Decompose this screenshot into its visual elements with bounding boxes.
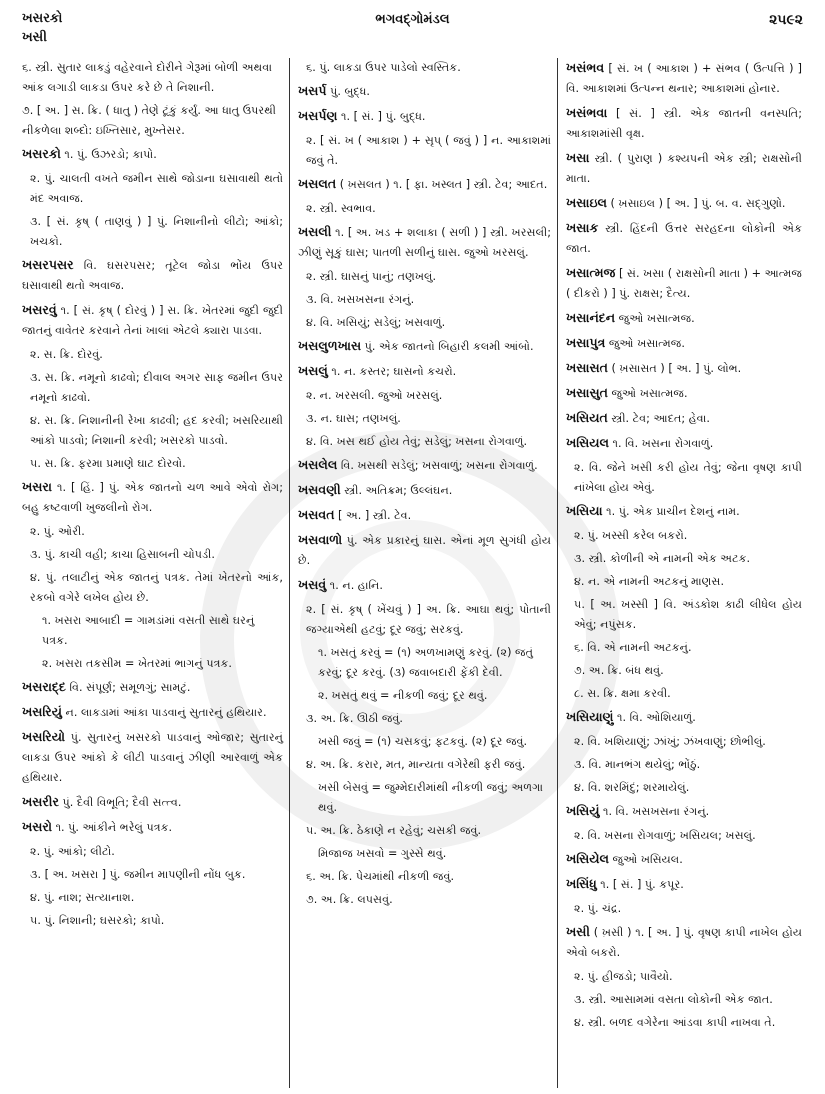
definition-text: વિ. ઘસરપસર; તૂટેલ જોડા ભોંય ઉપર ઘસાવાથી થતો અવાજ. [22, 259, 283, 292]
definition-text: ૧. પું. આંકીને ભરેલું પત્રક. [55, 821, 173, 834]
sense-line [298, 755, 551, 775]
sense-line [298, 199, 551, 219]
definition-text: ૩. [ અ. ખસરા ] પું. જમીન માપણીની નોંધ બુક. [30, 868, 246, 881]
headword: ખસાત્મજ [566, 265, 616, 280]
dictionary-entry [566, 263, 802, 304]
sense-line [22, 888, 283, 908]
dictionary-entry [566, 58, 802, 99]
definition-text: જુઓ ખસાત્મજ. [611, 387, 688, 400]
definition-text: ૩. પું. કાચી વહી; કાચા હિસાબની ચોપડી. [30, 548, 215, 561]
definition-text: ૧. ન. હાનિ. [329, 579, 383, 592]
dictionary-entry [566, 193, 802, 214]
definition-text: ૫. સ. ક્રિ. ફરમા પ્રમાણે ઘાટ દોરવો. [30, 457, 186, 470]
definition-text: ( ખ઼સાઇલ ) [ અ. ] પું. બ. વ. સદ્ગુણો. [610, 197, 786, 210]
definition-text: ૨. સ્ત્રી. ઘાસનું પાનું; તણખલું. [306, 270, 437, 283]
definition-text: ૪. અ. ક્રિ. કરાર, મત, માન્યતા વગેરેથી ફરી જવું. [306, 758, 526, 771]
sense-line [298, 821, 551, 841]
sense-line [22, 368, 283, 408]
sense-line [566, 826, 802, 846]
dictionary-entry [298, 106, 551, 127]
headword: ખસરા [22, 479, 52, 494]
definition-text: ૪. પું. નાશ; સત્યાનાશ. [30, 891, 135, 904]
dictionary-entry [566, 383, 802, 404]
definition-text: ૪. વિ. ખસ થઈ હોય તેવું; સડેલું; ખસના રોગવાળું. [306, 435, 528, 448]
sense-line [566, 1013, 802, 1033]
headword: ખસરવું [22, 302, 57, 317]
definition-text: વિ. ખસથી સડેલું; ખસવાળું; ખસના રોગવાળું. [340, 459, 538, 472]
book-title: ભગવદ્ગોમંડલ [375, 12, 450, 27]
definition-text: ૭. અ. ક્રિ. લપસવું. [306, 893, 393, 906]
dictionary-entry [566, 707, 802, 728]
headword: ખસવાળો [298, 532, 343, 547]
idiom-line [298, 732, 551, 752]
definition-text: ૩. સ. ક્રિ. નમૂનો કાઢવો; દીવાલ અગર સાફ જમીન ઉપર નમૂનો કાઢવો. [30, 371, 283, 404]
definition-text: ૪. સ્ત્રી. બળદ વગેરેના આંડવા કાપી નાખવા તે. [574, 1016, 776, 1029]
headword: ખસરો [22, 819, 52, 834]
dictionary-entry [566, 218, 802, 259]
sense-line [566, 638, 802, 658]
definition-text: જુઓ ખસાત્મજ. [608, 337, 685, 350]
dictionary-entry [298, 530, 551, 571]
dictionary-entry [298, 505, 551, 526]
sense-line [298, 600, 551, 640]
sense-line [566, 755, 802, 775]
definition-text: [ અ. ] સ્ત્રી. ટેવ. [338, 509, 412, 522]
sense-line [566, 526, 802, 546]
dictionary-entry [22, 677, 283, 698]
definition-text: ૨. પું. ઓરી. [30, 525, 85, 538]
headword: ખસરાદ્દ [22, 679, 66, 694]
headword: ખસિયેલ [566, 851, 609, 866]
headword: ખસલુળખાસ [298, 338, 362, 353]
dictionary-entry [566, 801, 802, 822]
sense-line [566, 572, 802, 592]
dictionary-entry [22, 255, 283, 296]
sense-line [566, 549, 802, 569]
definition-text: ૭. [ અ. ] સ. ક્રિ. ( ધાતુ ) તેણે ટૂંકું કર્યું. આ ધાતુ ઉપરથી નીકળેલા શબ્દો: ઇખ્તિસાર, મુખ્તેસર. [22, 104, 276, 137]
guide-word-first: ખસરકો [22, 11, 63, 26]
sense-line [566, 595, 802, 635]
sense-line [566, 458, 802, 498]
headword: ખસલત [298, 176, 337, 191]
dictionary-entry [298, 222, 551, 263]
definition-text: ( ખ઼સલત ) ૧. [ ફા. ખસ્લત ] સ્ત્રી. ટેવ; આદત. [339, 178, 548, 191]
headword: ખસર્પ [298, 83, 327, 98]
dictionary-entry [566, 874, 802, 895]
dictionary-entry [298, 174, 551, 195]
definition-text: ૧. પું. ઉઝરડો; કાપો. [64, 148, 157, 161]
definition-text: સ્ત્રી. હિંદની ઉત્તર સરહદના લોકોની એક જાત. [566, 222, 803, 255]
dictionary-entry [566, 148, 802, 189]
sense-line [298, 267, 551, 287]
definition-text: ૧. વિ. ખસના રોગવાળું. [612, 437, 714, 450]
definition-text: જુઓ ખસિયલ. [612, 853, 683, 866]
headword: ખસિયલ [566, 435, 609, 450]
dictionary-entry [298, 361, 551, 382]
dictionary-entry [22, 144, 283, 165]
definition-text: ૫. [ અ. ખસ્સી ] વિ. અંડકોશ કાઢી લીધેલ હોય એવું; નપુંસક. [574, 598, 802, 631]
sense-line [566, 661, 802, 681]
definition-text: સ્ત્રી. ટેવ; આદત; હેવા. [611, 412, 710, 425]
headword: ખસિંધુ [566, 876, 597, 891]
definition-text: ૪. સ. ક્રિ. નિશાનીની રેખા કાઢવી; હદ કરવી; ખસરિયાથી આંકો પાડવો; નિશાની કરવી; ખસરકો પાડવો. [30, 414, 283, 447]
sense-line [566, 684, 802, 704]
definition-text: ૨. [ સં. ખ ( આકાશ ) + સૃપ્ ( જવું ) ] ન. આકાશમાં જવું તે. [306, 134, 551, 167]
headword: ખસલી [298, 224, 332, 239]
dictionary-entry [566, 333, 802, 354]
definition-text: ૪. ન. એ નામની અટકનું માણસ. [574, 575, 725, 588]
sense-line [22, 169, 283, 209]
headword: ખસી [566, 924, 590, 939]
definition-text: ૧. ન. કસ્તર; ઘાસનો કચરો. [331, 365, 457, 378]
sense-line [566, 778, 802, 798]
sense-line [566, 967, 802, 987]
dictionary-entry [298, 336, 551, 357]
definition-text: ખસી જવું = (૧) ચસકવું; ફટકવું. (૨) દૂર જવું. [318, 735, 528, 748]
definition-text: ૨. પું. આંકો; લીટો. [30, 845, 115, 858]
column-1 [22, 58, 290, 1088]
definition-text: ૨. ખસરા તકસીમ = ખેતરમાં ભાગનું પત્રક. [42, 657, 232, 670]
dictionary-entry [298, 480, 551, 501]
sense-line [298, 709, 551, 729]
dictionary-entry [22, 300, 283, 341]
definition-text: ૨. ન. ખરસલી. જુઓ ખરસલું. [306, 389, 443, 402]
page-number: ૨૫૯૨ [769, 12, 803, 28]
definition-text: ખસી બેસવું = જુમ્મેદારીમાંથી નીકળી જવું; અળગા થવું. [318, 781, 543, 814]
definition-text: ૪. વિ. શરમિંદું; શરમાયેલું. [574, 781, 690, 794]
definition-text: ૬. વિ. એ નામની અટકનું. [574, 641, 692, 654]
definition-text: પું. સુતારનું ખસરકો પાડવાનું ઓજાર; સુતારનું લાકડા ઉપર આંકો કે લીટી પાડવાનું ઝીણી આરવાળું એક હથિયાર. [22, 731, 283, 784]
dictionary-entry [22, 817, 283, 838]
sense-line [298, 313, 551, 333]
sense-line [22, 411, 283, 451]
definition-text: ૨. સ્ત્રી. સ્વભાવ. [306, 202, 376, 215]
definition-text: ૨. વિ. ખશિયાણું; ઝાંખું; ઝંખવાણું; છોભીલું. [574, 735, 766, 748]
definition-text: ૩. વિ. ખસખસના રંગનું. [306, 293, 415, 306]
definition-text: ૩. ન. ઘાસ; તણખલું. [306, 412, 401, 425]
definition-text: ૩. વિ. માનભંગ થયેલું; ભોંઠું. [574, 758, 701, 771]
headword: ખસવત [298, 507, 335, 522]
definition-text: ન. લાકડામાં આંકા પાડવાનું સુતારનું હથિયાર. [65, 706, 267, 719]
dictionary-entry [566, 408, 802, 429]
definition-text: ૨. ખસતું થવું = નીકળી જવું; દૂર થવું. [318, 689, 488, 702]
sense-line [298, 890, 551, 910]
sense-line [566, 899, 802, 919]
definition-text: સ્ત્રી. ( પુરાણ ) કશ્યપની એક સ્ત્રી; રાક્ષસોની માતા. [566, 152, 802, 185]
definition-text: ૫. પું. નિશાની; ઘસરકો; કાપો. [30, 914, 165, 927]
sense-line [298, 386, 551, 406]
definition-text: ૨. સ. ક્રિ. દોરવું. [30, 348, 103, 361]
headword: ખસલું [298, 363, 328, 378]
headword: ખસવણી [298, 482, 341, 497]
dictionary-entry [22, 702, 283, 723]
sense-line [22, 212, 283, 252]
headword: ખસર્પણ [298, 108, 338, 123]
headword: ખસાપુત્ર [566, 335, 606, 350]
dictionary-entry [298, 455, 551, 476]
dictionary-entry [22, 792, 283, 813]
definition-text: ૫. અ. ક્રિ. ઠેકાણે ન રહેવું; ચસકી જવું. [306, 824, 482, 837]
sense-line [298, 58, 551, 78]
headword: ખસરકો [22, 146, 61, 161]
definition-text: પું. બુદ્ધ. [330, 85, 370, 98]
headword: ખસા [566, 150, 590, 165]
definition-text: વિ. સંપૂર્ણ; સમૂળગું; સામટું. [69, 681, 191, 694]
headword: ખસાઇલ [566, 195, 607, 210]
definition-text: ૩. સ્ત્રી. કોળીની એ નામની એક અટક. [574, 552, 751, 565]
headword: ખસાનંદન [566, 310, 616, 325]
sense-line [298, 432, 551, 452]
dictionary-entry [566, 103, 802, 144]
definition-text: ૬. સ્ત્રી. સુતાર લાકડું વહેરવાને દોરીને ગેરૂમાં બોળી અથવા આંક લગાડી લાકડા ઉપર કરે છે તે નિશાની. [22, 61, 272, 94]
definition-text: પું. એક જાતનો બિહારી કલમી આંબો. [364, 340, 534, 353]
definition-text: પું. દૈવી વિભૂતિ; દૈવી સત્ત્વ. [62, 796, 182, 809]
sense-line [22, 58, 283, 98]
definition-text: ૪. પું. તલાટીનું એક જાતનું પત્રક. તેમાં ખેતરનો આંક, રકબો વગેરે લખેલ હોય છે. [30, 571, 283, 604]
sense-line [22, 911, 283, 931]
dictionary-entry [566, 501, 802, 522]
idiom-line [298, 686, 551, 706]
dictionary-entry [566, 433, 802, 454]
column-2 [290, 58, 558, 1088]
definition-text: ૨. પું. હીજડો; પાવૈયો. [574, 970, 673, 983]
dictionary-entry [566, 922, 802, 963]
headword: ખસરિયો [22, 729, 66, 744]
dictionary-entry [298, 81, 551, 102]
dictionary-entry [298, 575, 551, 596]
definition-text: ૨. પું. ખસ્સી કરેલ બકરો. [574, 529, 688, 542]
dictionary-columns [22, 58, 808, 1088]
sense-line [298, 867, 551, 887]
dictionary-entry [566, 358, 802, 379]
sense-line [298, 131, 551, 171]
sense-line [22, 522, 283, 542]
idiom-line [298, 643, 551, 683]
sense-line [22, 101, 283, 141]
idiom-line [298, 844, 551, 864]
headword: ખસરપસર [22, 257, 74, 272]
definition-text: ૧. ખસરા આબાદી = ગામડાંમાં વસતી સાથે ઘરનું પત્રક. [42, 614, 255, 647]
definition-text: [ સં. ] સ્ત્રી. એક જાતની વનસ્પતિ; આકાશમાંસી વૃક્ષ. [566, 107, 802, 140]
definition-text: ૭. અ. ક્રિ. બંધ થવું. [574, 664, 664, 677]
definition-text: ૨. વિ. ખસના રોગવાળું; ખસિયલ; ખસલું. [574, 829, 756, 842]
idiom-line [22, 611, 283, 651]
definition-text: ૩. [ સં. કૃષ્ ( તાણવું ) ] પું. નિશાનીનો લીટો; આંકો; ખચકો. [30, 215, 283, 248]
guide-word-last: ખસી [22, 30, 47, 45]
definition-text: [ સં. ખસા ( રાક્ષસોની માતા ) + આત્મજ ( દીકરો ) ] પું. રાક્ષસ; દૈત્ય. [566, 267, 802, 300]
definition-text: ૨. વિ. જેને ખસી કરી હોય તેવું; જેના વૃષણ કાપી નાંખેલા હોય એવું. [574, 461, 802, 494]
definition-text: ૨. પું. ચંદ્ર. [574, 902, 622, 915]
sense-line [22, 345, 283, 365]
sense-line [298, 409, 551, 429]
definition-text: ૩. સ્ત્રી. આસામમાં વસતા લોકોની એક જાત. [574, 993, 773, 1006]
idiom-line [298, 778, 551, 818]
definition-text: ૪. વિ. ખસિયું; સડેલું; ખસવાળું. [306, 316, 446, 329]
definition-text: ૧. [ સં. ] પું. બુદ્ધ. [340, 110, 426, 123]
sense-line [566, 990, 802, 1010]
idiom-line [22, 654, 283, 674]
sense-line [22, 568, 283, 608]
dictionary-entry [22, 727, 283, 788]
definition-text: ૮. સ. ક્રિ. ક્ષમા કરવી. [574, 687, 671, 700]
dictionary-entry [566, 849, 802, 870]
sense-line [22, 865, 283, 885]
page-header [0, 0, 825, 56]
definition-text: ( ખ઼સી ) ૧. [ અ. ] પું. વૃષણ કાપી નાખેલ હોય એવો બકરો. [566, 926, 802, 959]
headword: ખસિયત [566, 410, 608, 425]
definition-text: ૧. [ અ. ખડ + શલાકા ( સળી ) ] સ્ત્રી. ખરસલી; ઝીણું સૂકું ઘાસ; પાતળી સળીનું ઘાસ. જુઓ ખરસલું. [298, 226, 551, 259]
headword: ખસાસુત [566, 385, 608, 400]
headword: ખસંભવા [566, 105, 608, 120]
column-3 [558, 58, 808, 1088]
headword: ખસાક [566, 220, 599, 235]
headword: ખસવું [298, 577, 327, 592]
sense-line [298, 290, 551, 310]
definition-text: ૨. [ સં. કૃષ્ ( ખેંચવું ) ] અ. ક્રિ. આઘા થવું; પોતાની જગ્યાએથી હટવું; દૂર જવું; સરકવું. [306, 603, 551, 636]
definition-text: ૨. પું. ચાલતી વખતે જમીન સાથે જોડાના ઘસાવાથી થતો મંદ અવાજ. [30, 172, 283, 205]
headword: ખસિયાણું [566, 709, 614, 724]
definition-text: સ્ત્રી. અતિક્રમ; ઉલ્લંઘન. [344, 484, 453, 497]
definition-text: ૩. અ. ક્રિ. ઊઠી જવું. [306, 712, 403, 725]
headword: ખસલેલ [298, 457, 338, 472]
headword: ખસંભવ [566, 60, 605, 75]
definition-text: ૬. પું. લાકડા ઉપર પાડેલો સ્વસ્તિક. [306, 61, 461, 74]
definition-text: ( ખ઼સાસત ) [ અ. ] પું. લોભ. [611, 362, 742, 375]
sense-line [22, 545, 283, 565]
sense-line [566, 732, 802, 752]
headword: ખસિયું [566, 803, 600, 818]
definition-text: ૧. [ સં. કૃષ્ ( દોરવું ) ] સ. ક્રિ. ખેતરમાં જુદી જુદી જાતનું વાવેતર કરવાને તેનાં ખાલાં એટલે ક્યારા પાડવા. [22, 304, 283, 337]
definition-text: મિજાજ ખસવો = ગુસ્સે થવું. [318, 847, 447, 860]
dictionary-entry [566, 308, 802, 329]
headword: ખસરીર [22, 794, 59, 809]
definition-text: ૧. વિ. ખસખસના રંગનું. [603, 805, 710, 818]
dictionary-entry [22, 477, 283, 518]
sense-line [22, 842, 283, 862]
headword: ખસાસત [566, 360, 608, 375]
definition-text: પું. એક પ્રકારનું ઘાસ. એનાં મૂળ સુગંધી હોય છે. [298, 534, 551, 567]
definition-text: [ સં. ખ ( આકાશ ) + સંભવ ( ઉત્પત્તિ ) ] વિ. આકાશમાં ઉત્પન્ન થનાર; આકાશમાં હોનાર. [566, 62, 802, 95]
definition-text: ૧. [ હિં. ] પું. એક જાતનો ચળ આવે એવો રોગ; બહુ કષ્ટવાળી ખુજલીનો રોગ. [22, 481, 283, 514]
definition-text: ૧. [ સં. ] પું. કપૂર. [600, 878, 684, 891]
definition-text: ૧. પું. એક પ્રાચીન દેશનું નામ. [606, 505, 740, 518]
definition-text: ૧. ખસતું કરવું = (૧) અળખામણું કરવું. (૨) જતું કરવું; દૂર કરવું. (૩) જવાબદારી ફેંકી દેવી. [318, 646, 534, 679]
definition-text: જુઓ ખસાત્મજ. [618, 312, 695, 325]
definition-text: ૧. વિ. ઓશિયાળું. [617, 711, 696, 724]
headword: ખસિયા [566, 503, 603, 518]
sense-line [22, 454, 283, 474]
definition-text: ૬. અ. ક્રિ. પેચમાંથી નીકળી જવું. [306, 870, 455, 883]
headword: ખસરિયું [22, 704, 62, 719]
